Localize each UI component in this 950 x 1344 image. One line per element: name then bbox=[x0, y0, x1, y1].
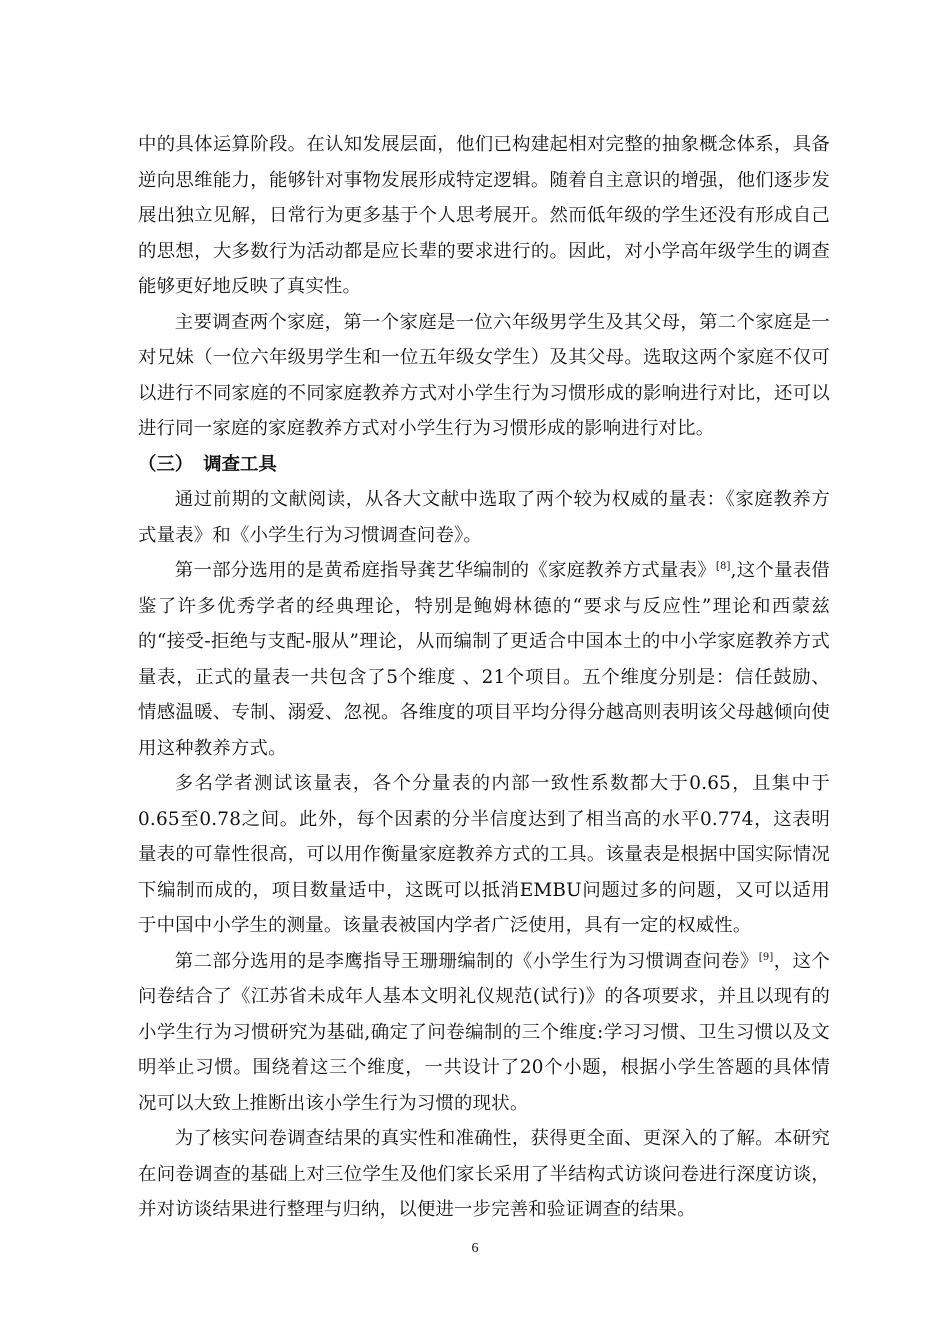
paragraph-7: 为了核实问卷调查结果的真实性和准确性，获得更全面、更深入的了解。本研究在问卷调查的基础上对三位学生及他们家长采用了半结构式访谈问卷进行深度访谈，并对访谈结果进行整理与归纳，以便进一步完善和验证调查的结果。 bbox=[138, 1128, 830, 1220]
paragraph-5: 多名学者测试该量表，各个分量表的内部一致性系数都大于0.65，且集中于0.65至0.78之间。此外，每个因素的分半信度达到了相当高的水平0.774，这表明量表的可靠性很高，可以用作衡量家庭教养方式的工具。该量表是根据中国实际情况下编制而成的，项目数量适中，这既可以抵消EMBU问题过多的问题，又可以适用于中国中小学生的测量。该量表被国内学者广泛使用，具有一定的权威性。 bbox=[138, 773, 830, 936]
paragraph-4-text-b: ,这个量表借鉴了许多优秀学者的经典理论，特别是鲍姆林德的“要求与反应性”理论和西蒙兹的“接受-拒绝与支配-服从”理论，从而编制了更适合中国本土的中小学家庭教养方式量表，正式的量表一共包含了5个维度 、21个项目。五个维度分别是：信任鼓励、情感温暖、专制、溺爱、忽视。各维度的项目平均分得分越高则表明该父母越倾向使用这种教养方式。 bbox=[138, 560, 830, 759]
page-number: 6 bbox=[471, 1241, 479, 1256]
document-page bbox=[138, 127, 830, 1228]
paragraph-6-text-a: 第二部分选用的是李鹰指导王珊珊编制的《小学生行为习惯调查问卷》 bbox=[174, 950, 759, 972]
citation-9: [9] bbox=[758, 951, 774, 963]
paragraph-1: 中的具体运算阶段。在认知发展层面，他们已构建起相对完整的抽象概念体系，具备逆向思维能力，能够针对事物发展形成特定逻辑。随着自主意识的增强，他们逐步发展出独立见解，日常行为更多基于个人思考展开。然而低年级的学生还没有形成自己的思想，大多数行为活动都是应长辈的要求进行的。因此，对小学高年级学生的调查能够更好地反映了真实性。 bbox=[138, 134, 830, 297]
paragraph-4-text-a: 第一部分选用的是黄希庭指导龚艺华编制的《家庭教养方式量表》 bbox=[174, 560, 716, 581]
section-heading-text: 调查工具 bbox=[203, 453, 277, 475]
paragraph-4 bbox=[138, 553, 830, 766]
paragraph-3: 通过前期的文献阅读，从各大文献中选取了两个较为权威的量表：《家庭教养方式量表》和《小学生行为习惯调查问卷》。 bbox=[138, 489, 830, 546]
section-heading bbox=[138, 447, 830, 483]
section-heading-number: （三） bbox=[138, 453, 194, 475]
paragraph-6 bbox=[138, 944, 830, 1122]
paragraph-6-text-b: ，这个问卷结合了《江苏省未成年人基本文明礼仪规范(试行)》的各项要求，并且以现有的小学生行为习惯研究为基础,确定了问卷编制的三个维度:学习习惯、卫生习惯以及文明举止习惯。围绕着这三个维度，一共设计了20个小题，根据小学生答题的具体情况可以大致上推断出该小学生行为习惯的现状。 bbox=[138, 950, 830, 1114]
citation-8: [8] bbox=[715, 560, 731, 572]
paragraph-2: 主要调查两个家庭，第一个家庭是一位六年级男学生及其父母，第二个家庭是一对兄妹（一位六年级男学生和一位五年级女学生）及其父母。选取这两个家庭不仅可以进行不同家庭的不同家庭教养方式对小学生行为习惯形成的影响进行对比，还可以进行同一家庭的家庭教养方式对小学生行为习惯形成的影响进行对比。 bbox=[138, 311, 830, 439]
